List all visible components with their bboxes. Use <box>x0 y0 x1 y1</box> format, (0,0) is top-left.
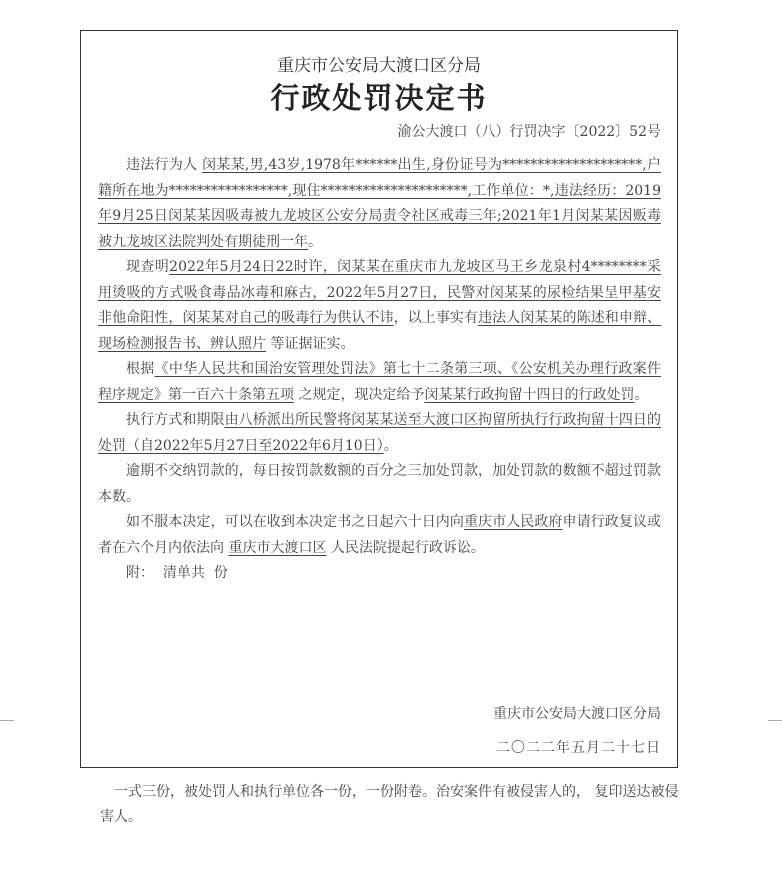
offender-paragraph: 违法行为人 闵某某,男,43岁,1978年******出生,身份证号为********************,户籍所在地为*****************,现住*********************,工作单位：*,违法经历：2019年9月25日闵某某因吸毒被九龙坡区公安分局责令社区戒毒三年;2021年1月闵某某因贩毒被九龙坡区法院判处有期徒刑一年。 <box>98 157 662 250</box>
signature-date: 二〇二二年五月二十七日 <box>496 740 661 756</box>
signature-organization: 重庆市公安局大渡口区分局 <box>493 706 661 722</box>
evidence-list: 违法人闵某某的陈述和申辩、现场检测报告书、辨认照片 <box>98 310 662 352</box>
basis-paragraph: 根据《中华人民共和国治安管理处罚法》第七十二条第三项、《公安机关办理行政案件程序规定》第一百六十条第五项 之规定，现决定给予闵某某行政拘留十四日的行政处罚。 <box>98 361 662 403</box>
issuing-agency: 重庆市公安局大渡口区分局 <box>277 56 481 76</box>
document-title: 行政处罚决定书 <box>270 81 488 115</box>
facts-details: 2022年5月24日22时许，闵某某在重庆市九龙坡区马王乡龙泉村4********采用烫吸的方式吸食毒品冰毒和麻古，2022年5月27日，民警对闵某某的尿检结果呈甲基安非他命阳性，闵某某对自己的吸毒行为供认不讳 <box>98 259 661 326</box>
execution-details: 由八桥派出所民警将闵某某送至大渡口区拘留所执行行政拘留十四日的处罚（自2022年5月27日至2022年6月10日） <box>98 412 662 454</box>
offender-label: 违法行为人 <box>126 157 198 173</box>
review-authority: 重庆市人民政府 <box>463 514 563 530</box>
penalty-decision: 闵某某行政拘留十四日的行政处罚 <box>424 386 635 403</box>
court-district: 重庆市大渡口区 <box>228 539 327 556</box>
overdue-paragraph: 逾期不交纳罚款的，每日按罚款数额的百分之三加处罚款，加处罚款的数额不超过罚款本数。 <box>98 463 661 505</box>
document-body <box>98 153 661 587</box>
legal-basis: 《中华人民共和国治安管理处罚法》第七十二条第三项、《公安机关办理行政案件程序规定》第一百六十条第五项 <box>98 361 662 403</box>
execution-paragraph: 执行方式和期限由八桥派出所民警将闵某某送至大渡口区拘留所执行行政拘留十四日的处罚（自2022年5月27日至2022年6月10日）。 <box>98 412 662 454</box>
appeal-paragraph: 如不服本决定，可以在收到本决定书之日起六十日内向重庆市人民政府申请行政复议或者在六个月内依法向 重庆市大渡口区 人民法院提起行政诉讼。 <box>98 514 662 556</box>
attachment-line: 附： 清单共 份 <box>126 565 228 581</box>
margin-mark-right <box>768 720 782 721</box>
offender-details: 闵某某,男,43岁,1978年******出生,身份证号为********************,户籍所在地为*****************,现住*********************,工作单位：*,违法经历：2019年9月25日闵某某因吸毒被九龙坡区公安分局责令社区戒毒三年;2021年1月闵某某因贩毒被九龙坡区法院判处有期徒刑一年 <box>98 157 662 250</box>
decision-document <box>80 30 678 768</box>
copies-footnote: 一式三份，被处罚人和执行单位各一份，一份附卷。治安案件有被侵害人的， 复印送达被侵害人。 <box>100 784 679 825</box>
margin-mark-left <box>0 720 14 721</box>
facts-paragraph: 现查明2022年5月24日22时许，闵某某在重庆市九龙坡区马王乡龙泉村4********采用烫吸的方式吸食毒品冰毒和麻古，2022年5月27日，民警对闵某某的尿检结果呈甲基安非他命阳性，闵某某对自己的吸毒行为供认不讳，以上事实有违法人闵某某的陈述和申辩、现场检测报告书、辨认照片 等证据证实。 <box>98 259 662 352</box>
document-number: 渝公大渡口（八）行罚决字〔2022〕52号 <box>397 124 661 140</box>
